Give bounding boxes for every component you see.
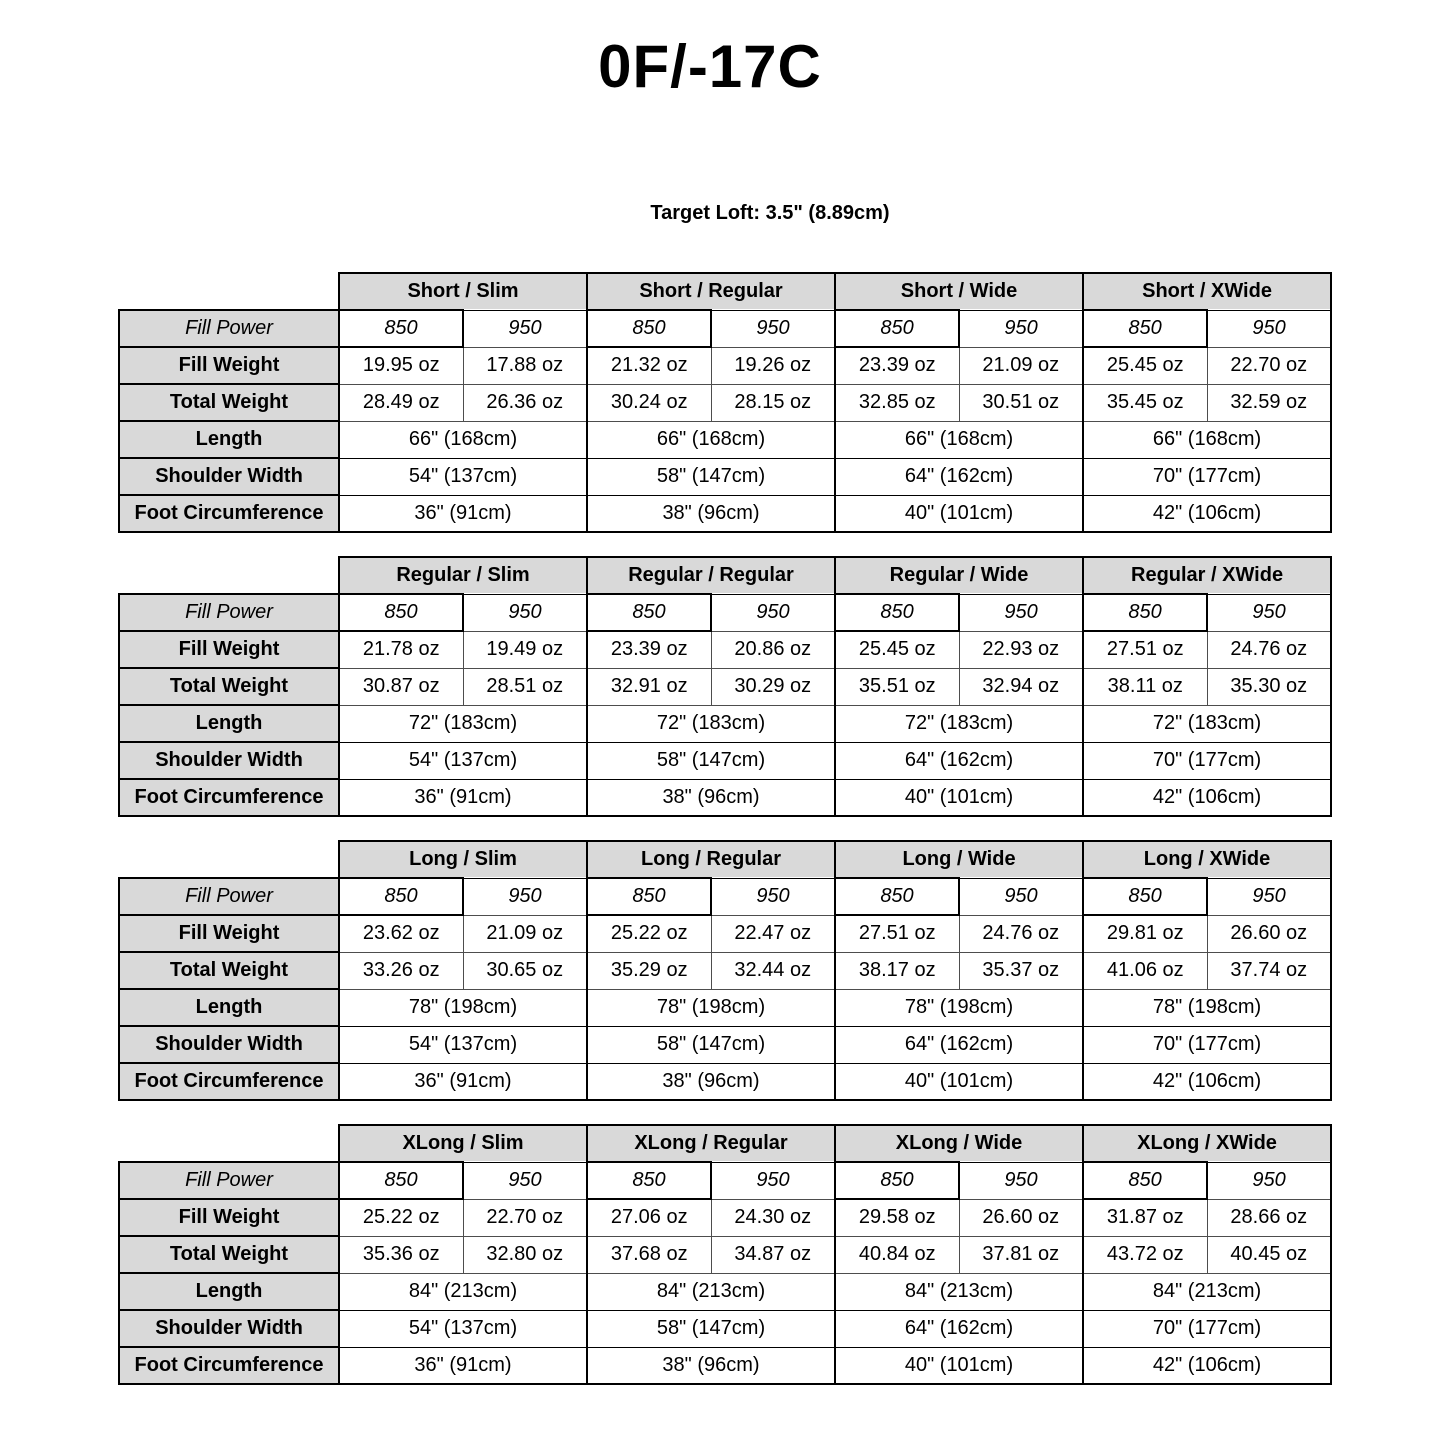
total-weight-value: 32.94 oz xyxy=(959,668,1083,705)
row-label-fill-power: Fill Power xyxy=(119,310,339,347)
fill-weight-value: 22.70 oz xyxy=(463,1199,587,1236)
length-value: 84" (213cm) xyxy=(339,1273,587,1310)
column-group-header: Short / Wide xyxy=(835,273,1083,310)
shoulder-width-value: 54" (137cm) xyxy=(339,458,587,495)
size-spec-table xyxy=(118,556,1332,817)
length-value: 72" (183cm) xyxy=(1083,705,1331,742)
shoulder-width-value: 64" (162cm) xyxy=(835,458,1083,495)
row-label-total-weight: Total Weight xyxy=(119,952,339,989)
fill-weight-value: 21.78 oz xyxy=(339,631,463,668)
row-label-fill-power: Fill Power xyxy=(119,878,339,915)
row-label-shoulder-width: Shoulder Width xyxy=(119,458,339,495)
fill-power-950-cell: 950 xyxy=(463,594,587,631)
total-weight-value: 35.37 oz xyxy=(959,952,1083,989)
column-group-header: XLong / Regular xyxy=(587,1125,835,1162)
fill-power-850-cell: 850 xyxy=(1083,310,1207,347)
total-weight-value: 35.30 oz xyxy=(1207,668,1331,705)
fill-weight-value: 31.87 oz xyxy=(1083,1199,1207,1236)
fill-weight-value: 19.95 oz xyxy=(339,347,463,384)
fill-power-850-cell: 850 xyxy=(587,594,711,631)
shoulder-width-value: 64" (162cm) xyxy=(835,1026,1083,1063)
size-spec-table-xlong xyxy=(118,1124,1330,1385)
shoulder-width-value: 58" (147cm) xyxy=(587,1310,835,1347)
fill-weight-value: 26.60 oz xyxy=(1207,915,1331,952)
shoulder-width-value: 64" (162cm) xyxy=(835,1310,1083,1347)
fill-power-850-cell: 850 xyxy=(587,1162,711,1199)
fill-weight-value: 26.60 oz xyxy=(959,1199,1083,1236)
row-label-length: Length xyxy=(119,421,339,458)
fill-weight-value: 27.06 oz xyxy=(587,1199,711,1236)
fill-weight-value: 22.70 oz xyxy=(1207,347,1331,384)
length-value: 78" (198cm) xyxy=(339,989,587,1026)
row-label-fill-weight: Fill Weight xyxy=(119,1199,339,1236)
fill-power-850-cell: 850 xyxy=(339,594,463,631)
fill-power-850-cell: 850 xyxy=(835,594,959,631)
fill-power-850-cell: 850 xyxy=(835,1162,959,1199)
row-label-length: Length xyxy=(119,1273,339,1310)
table-corner-spacer xyxy=(119,841,339,878)
size-spec-table-long xyxy=(118,840,1330,1101)
fill-power-850-cell: 850 xyxy=(339,1162,463,1199)
fill-power-850-cell: 850 xyxy=(339,310,463,347)
row-label-fill-power: Fill Power xyxy=(119,1162,339,1199)
fill-weight-value: 19.26 oz xyxy=(711,347,835,384)
fill-power-950-cell: 950 xyxy=(959,1162,1083,1199)
total-weight-value: 38.17 oz xyxy=(835,952,959,989)
fill-power-950-cell: 950 xyxy=(959,594,1083,631)
fill-weight-value: 23.39 oz xyxy=(835,347,959,384)
foot-circumference-value: 42" (106cm) xyxy=(1083,1347,1331,1384)
foot-circumference-value: 42" (106cm) xyxy=(1083,495,1331,532)
size-spec-table xyxy=(118,840,1332,1101)
total-weight-value: 32.59 oz xyxy=(1207,384,1331,421)
fill-power-950-cell: 950 xyxy=(1207,594,1331,631)
length-value: 66" (168cm) xyxy=(587,421,835,458)
total-weight-value: 32.85 oz xyxy=(835,384,959,421)
foot-circumference-value: 36" (91cm) xyxy=(339,1063,587,1100)
length-value: 84" (213cm) xyxy=(1083,1273,1331,1310)
column-group-header: Short / Slim xyxy=(339,273,587,310)
fill-power-950-cell: 950 xyxy=(959,310,1083,347)
fill-weight-value: 27.51 oz xyxy=(835,915,959,952)
fill-power-950-cell: 950 xyxy=(1207,310,1331,347)
fill-weight-value: 21.32 oz xyxy=(587,347,711,384)
length-value: 72" (183cm) xyxy=(835,705,1083,742)
total-weight-value: 40.84 oz xyxy=(835,1236,959,1273)
shoulder-width-value: 54" (137cm) xyxy=(339,1310,587,1347)
foot-circumference-value: 42" (106cm) xyxy=(1083,779,1331,816)
fill-power-950-cell: 950 xyxy=(463,310,587,347)
fill-power-950-cell: 950 xyxy=(1207,1162,1331,1199)
foot-circumference-value: 38" (96cm) xyxy=(587,1347,835,1384)
fill-weight-value: 27.51 oz xyxy=(1083,631,1207,668)
total-weight-value: 37.81 oz xyxy=(959,1236,1083,1273)
column-group-header: XLong / XWide xyxy=(1083,1125,1331,1162)
foot-circumference-value: 38" (96cm) xyxy=(587,779,835,816)
fill-power-950-cell: 950 xyxy=(711,594,835,631)
size-spec-table-short xyxy=(118,272,1330,533)
total-weight-value: 33.26 oz xyxy=(339,952,463,989)
total-weight-value: 34.87 oz xyxy=(711,1236,835,1273)
fill-weight-value: 22.47 oz xyxy=(711,915,835,952)
fill-weight-value: 24.76 oz xyxy=(959,915,1083,952)
foot-circumference-value: 38" (96cm) xyxy=(587,1063,835,1100)
total-weight-value: 30.51 oz xyxy=(959,384,1083,421)
column-group-header: Long / Wide xyxy=(835,841,1083,878)
fill-weight-value: 25.22 oz xyxy=(587,915,711,952)
shoulder-width-value: 54" (137cm) xyxy=(339,1026,587,1063)
fill-power-850-cell: 850 xyxy=(1083,878,1207,915)
length-value: 66" (168cm) xyxy=(1083,421,1331,458)
length-value: 66" (168cm) xyxy=(339,421,587,458)
row-label-total-weight: Total Weight xyxy=(119,668,339,705)
table-corner-spacer xyxy=(119,273,339,310)
total-weight-value: 30.87 oz xyxy=(339,668,463,705)
column-group-header: Regular / Regular xyxy=(587,557,835,594)
total-weight-value: 32.91 oz xyxy=(587,668,711,705)
fill-power-850-cell: 850 xyxy=(835,878,959,915)
fill-power-950-cell: 950 xyxy=(1207,878,1331,915)
shoulder-width-value: 70" (177cm) xyxy=(1083,458,1331,495)
length-value: 66" (168cm) xyxy=(835,421,1083,458)
fill-power-850-cell: 850 xyxy=(1083,1162,1207,1199)
column-group-header: XLong / Slim xyxy=(339,1125,587,1162)
fill-weight-value: 23.39 oz xyxy=(587,631,711,668)
total-weight-value: 35.29 oz xyxy=(587,952,711,989)
length-value: 72" (183cm) xyxy=(587,705,835,742)
foot-circumference-value: 40" (101cm) xyxy=(835,779,1083,816)
column-group-header: Long / Slim xyxy=(339,841,587,878)
length-value: 72" (183cm) xyxy=(339,705,587,742)
total-weight-value: 40.45 oz xyxy=(1207,1236,1331,1273)
fill-power-950-cell: 950 xyxy=(959,878,1083,915)
total-weight-value: 35.36 oz xyxy=(339,1236,463,1273)
total-weight-value: 37.68 oz xyxy=(587,1236,711,1273)
row-label-foot-circumference: Foot Circumference xyxy=(119,779,339,816)
fill-weight-value: 21.09 oz xyxy=(463,915,587,952)
fill-power-850-cell: 850 xyxy=(1083,594,1207,631)
row-label-total-weight: Total Weight xyxy=(119,1236,339,1273)
shoulder-width-value: 70" (177cm) xyxy=(1083,1310,1331,1347)
size-spec-table-regular xyxy=(118,556,1330,817)
column-group-header: Long / Regular xyxy=(587,841,835,878)
row-label-fill-weight: Fill Weight xyxy=(119,915,339,952)
shoulder-width-value: 70" (177cm) xyxy=(1083,1026,1331,1063)
fill-power-950-cell: 950 xyxy=(463,1162,587,1199)
fill-weight-value: 25.45 oz xyxy=(1083,347,1207,384)
target-loft-note: Target Loft: 3.5" (8.89cm) xyxy=(650,202,890,224)
column-group-header: Short / XWide xyxy=(1083,273,1331,310)
fill-weight-value: 24.30 oz xyxy=(711,1199,835,1236)
fill-power-850-cell: 850 xyxy=(587,878,711,915)
fill-power-950-cell: 950 xyxy=(711,310,835,347)
row-label-foot-circumference: Foot Circumference xyxy=(119,1063,339,1100)
total-weight-value: 30.24 oz xyxy=(587,384,711,421)
total-weight-value: 30.29 oz xyxy=(711,668,835,705)
total-weight-value: 35.51 oz xyxy=(835,668,959,705)
row-label-shoulder-width: Shoulder Width xyxy=(119,742,339,779)
length-value: 78" (198cm) xyxy=(835,989,1083,1026)
foot-circumference-value: 36" (91cm) xyxy=(339,495,587,532)
row-label-shoulder-width: Shoulder Width xyxy=(119,1310,339,1347)
foot-circumference-value: 38" (96cm) xyxy=(587,495,835,532)
size-spec-table xyxy=(118,1124,1332,1385)
foot-circumference-value: 40" (101cm) xyxy=(835,495,1083,532)
shoulder-width-value: 70" (177cm) xyxy=(1083,742,1331,779)
fill-weight-value: 29.58 oz xyxy=(835,1199,959,1236)
shoulder-width-value: 58" (147cm) xyxy=(587,1026,835,1063)
shoulder-width-value: 58" (147cm) xyxy=(587,742,835,779)
length-value: 78" (198cm) xyxy=(1083,989,1331,1026)
total-weight-value: 35.45 oz xyxy=(1083,384,1207,421)
table-corner-spacer xyxy=(119,1125,339,1162)
fill-weight-value: 17.88 oz xyxy=(463,347,587,384)
foot-circumference-value: 36" (91cm) xyxy=(339,1347,587,1384)
foot-circumference-value: 42" (106cm) xyxy=(1083,1063,1331,1100)
fill-weight-value: 29.81 oz xyxy=(1083,915,1207,952)
row-label-length: Length xyxy=(119,705,339,742)
fill-weight-value: 20.86 oz xyxy=(711,631,835,668)
column-group-header: Regular / Slim xyxy=(339,557,587,594)
fill-weight-value: 25.45 oz xyxy=(835,631,959,668)
fill-power-950-cell: 950 xyxy=(711,1162,835,1199)
row-label-length: Length xyxy=(119,989,339,1026)
fill-weight-value: 23.62 oz xyxy=(339,915,463,952)
total-weight-value: 37.74 oz xyxy=(1207,952,1331,989)
row-label-foot-circumference: Foot Circumference xyxy=(119,495,339,532)
fill-power-950-cell: 950 xyxy=(463,878,587,915)
page-title: 0F/-17C xyxy=(598,33,822,100)
row-label-shoulder-width: Shoulder Width xyxy=(119,1026,339,1063)
fill-weight-value: 25.22 oz xyxy=(339,1199,463,1236)
fill-weight-value: 19.49 oz xyxy=(463,631,587,668)
length-value: 78" (198cm) xyxy=(587,989,835,1026)
column-group-header: XLong / Wide xyxy=(835,1125,1083,1162)
fill-power-850-cell: 850 xyxy=(835,310,959,347)
shoulder-width-value: 58" (147cm) xyxy=(587,458,835,495)
fill-weight-value: 22.93 oz xyxy=(959,631,1083,668)
total-weight-value: 43.72 oz xyxy=(1083,1236,1207,1273)
length-value: 84" (213cm) xyxy=(835,1273,1083,1310)
shoulder-width-value: 64" (162cm) xyxy=(835,742,1083,779)
row-label-fill-weight: Fill Weight xyxy=(119,631,339,668)
length-value: 84" (213cm) xyxy=(587,1273,835,1310)
row-label-fill-weight: Fill Weight xyxy=(119,347,339,384)
fill-power-850-cell: 850 xyxy=(339,878,463,915)
column-group-header: Short / Regular xyxy=(587,273,835,310)
column-group-header: Regular / Wide xyxy=(835,557,1083,594)
total-weight-value: 28.49 oz xyxy=(339,384,463,421)
total-weight-value: 30.65 oz xyxy=(463,952,587,989)
total-weight-value: 41.06 oz xyxy=(1083,952,1207,989)
row-label-foot-circumference: Foot Circumference xyxy=(119,1347,339,1384)
total-weight-value: 28.15 oz xyxy=(711,384,835,421)
total-weight-value: 28.51 oz xyxy=(463,668,587,705)
fill-weight-value: 28.66 oz xyxy=(1207,1199,1331,1236)
foot-circumference-value: 36" (91cm) xyxy=(339,779,587,816)
total-weight-value: 32.80 oz xyxy=(463,1236,587,1273)
foot-circumference-value: 40" (101cm) xyxy=(835,1063,1083,1100)
table-corner-spacer xyxy=(119,557,339,594)
row-label-fill-power: Fill Power xyxy=(119,594,339,631)
fill-power-850-cell: 850 xyxy=(587,310,711,347)
column-group-header: Long / XWide xyxy=(1083,841,1331,878)
foot-circumference-value: 40" (101cm) xyxy=(835,1347,1083,1384)
fill-weight-value: 24.76 oz xyxy=(1207,631,1331,668)
fill-weight-value: 21.09 oz xyxy=(959,347,1083,384)
row-label-total-weight: Total Weight xyxy=(119,384,339,421)
total-weight-value: 32.44 oz xyxy=(711,952,835,989)
column-group-header: Regular / XWide xyxy=(1083,557,1331,594)
size-spec-table xyxy=(118,272,1332,533)
total-weight-value: 38.11 oz xyxy=(1083,668,1207,705)
fill-power-950-cell: 950 xyxy=(711,878,835,915)
total-weight-value: 26.36 oz xyxy=(463,384,587,421)
shoulder-width-value: 54" (137cm) xyxy=(339,742,587,779)
